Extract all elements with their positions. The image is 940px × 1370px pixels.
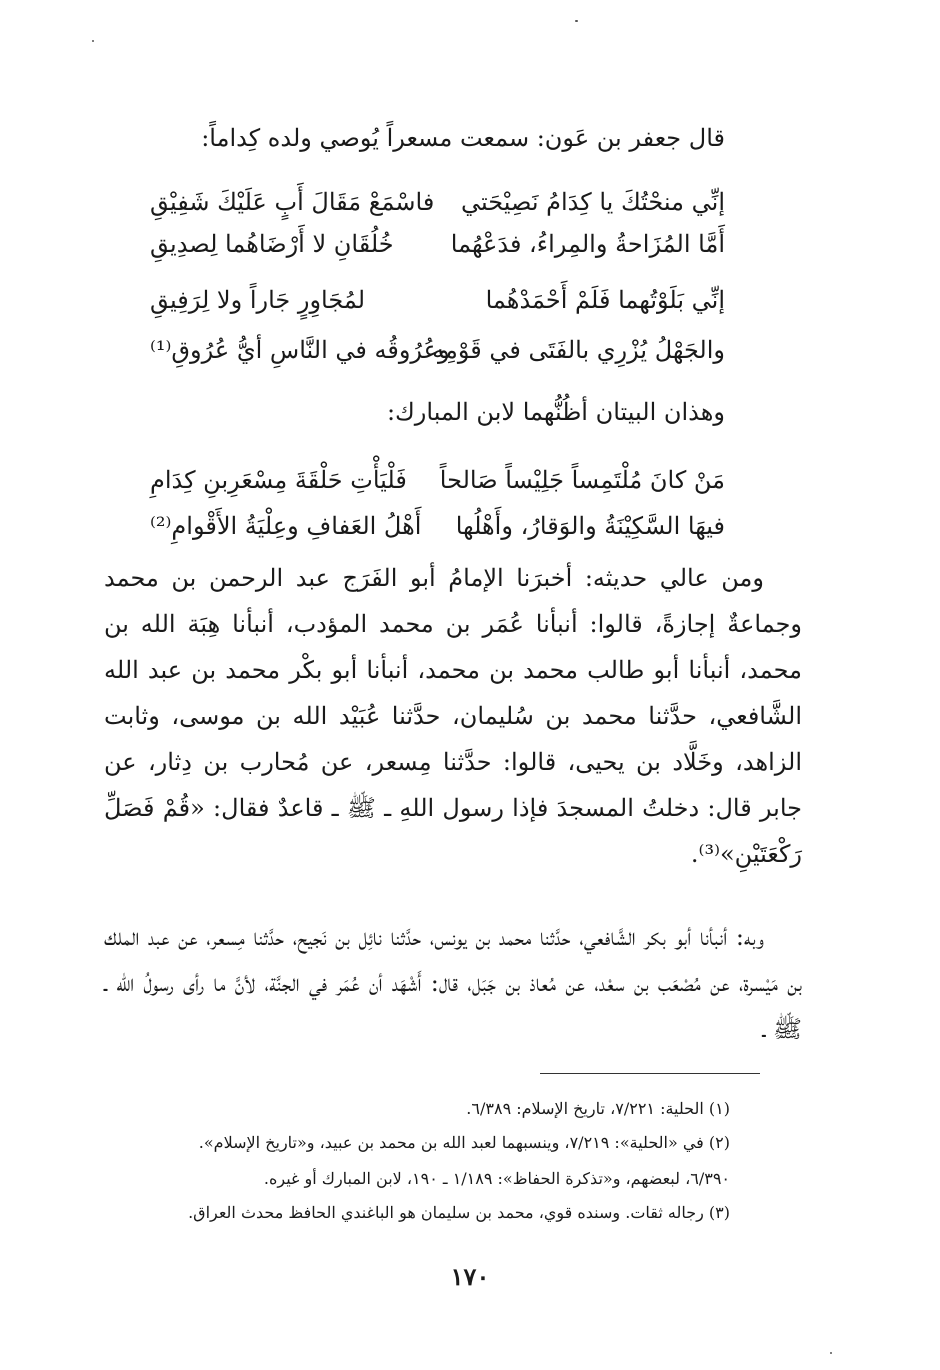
poem1-verse-1-first-hemistich: إنِّي منحْتُكَ يا كِدَامُ نَصِيْحَتي xyxy=(461,188,725,216)
footnote-divider xyxy=(540,1073,760,1074)
poem1-verse-1-second-hemistich: فاسْمَعْ مَقَالَ أَبٍ عَلَيْكَ شَفِيْقِ xyxy=(150,188,435,216)
hadith-paragraph-2 xyxy=(104,914,802,1052)
poem1-verse-4-second-hemistich: وعُرُوقُه في النَّاسِ أيُّ عُرُوقِ⁽¹⁾ xyxy=(150,336,450,364)
footnote-1: (١) الحلية: ٧/٢٢١، تاريخ الإسلام: ٦/٣٨٩. xyxy=(466,1099,730,1118)
poem1-verse-2-second-hemistich: خُلُقَانِ لا أَرْضَاهُما لِصدِيقِ xyxy=(150,230,394,258)
footnote-3: (٣) رجاله ثقات. وسنده قوي، محمد بن سليمان هو الباغندي الحافظ محدث العراق. xyxy=(188,1203,730,1222)
poem2-verse-1-second-hemistich: فَلْيَأْتِ حَلْقَةَ مِسْعَرِبنِ كِدَامِ xyxy=(150,466,407,494)
footnote-2-continued: ٦/٣٩٠، لبعضهم، و«تذكرة الحفاظ»: ١/١٨٩ ـ ١٩٠، لابن المبارك أو غيره. xyxy=(263,1169,730,1188)
hadith-paragraph-2-text: وبه: أنبأنا أبو بكر الشَّافعي، حدَّثنا محمد بن يونس، حدَّثنا نائِل بن نَجيح، حدَّثنا مِسعر، عن عبد الملك بن مَيْسرة، عن مُصْعَب بن سعْد، عن مُعاذ بن جَبَل، قال: أَشْهَد أن عُمَر في الجنَّة، لأنَّ ما رأى رسولُ الله ـ ﷺ ـ xyxy=(104,923,802,1043)
poem1-verse-1 xyxy=(150,182,725,222)
poem1-verse-4 xyxy=(150,330,725,370)
poem2-verse-2-second-hemistich: أَهْلُ العَفافِ وعِلْيَةُ الأَقْوامِ⁽²⁾ xyxy=(150,512,422,540)
poem2-verse-1-first-hemistich: مَنْ كانَ مُلْتَمِساً جَلِيْساً صَالحاً xyxy=(439,466,725,494)
poem1-verse-2 xyxy=(150,224,725,264)
poem1-verse-2-first-hemistich: أَمَّا المُزَاحةُ والمِراءُ، فدَعْهُما xyxy=(450,230,725,258)
scan-speck xyxy=(830,1352,832,1354)
hadith-paragraph-1 xyxy=(104,555,802,877)
intro-line: قال جعفر بن عَون: سمعت مسعراً يُوصي ولده كِداماً: xyxy=(201,124,725,152)
poem2-verse-2 xyxy=(150,506,725,546)
poem2-verse-2-first-hemistich: فيهَا السَّكِيْنَةُ والوَقارُ، وأَهْلُها xyxy=(455,512,725,540)
poem2-verse-1 xyxy=(150,460,725,500)
hadith-paragraph-1-text: ومن عالي حديثه: أخبرَنا الإمامُ أبو الفَرَج عبد الرحمن بن محمد وجماعةٌ إجازةً، قالوا: أنبأنا عُمَر بن محمد المؤدب، أنبأنا هِبَة الله بن محمد، أنبأنا أبو طالب محمد بن محمد، أنبأنا أبو بكْر محمد بن عبد الله الشَّافعي، حدَّثنا محمد بن سُليمان، حدَّثنا عُبَيْد الله بن موسى، وثابت الزاهد، وخَلَّاد بن يحيى، قالوا: حدَّثنا مِسعر، عن مُحارب بن دِثار، عن جابر قال: دخلتُ المسجدَ فإذا رسول اللهِ ـ ﷺ ـ قاعدٌ فقال: «قُمْ فَصَلِّ رَكْعَتَيْنِ»⁽³⁾. xyxy=(104,564,802,868)
page-number: ١٧٠ xyxy=(450,1262,490,1291)
poem1-verse-3-second-hemistich: لمُجَاوِرٍ جَاراً ولا لِرَفِيقِ xyxy=(150,286,366,314)
scan-speck xyxy=(575,20,578,22)
poem1-verse-3-first-hemistich: إنِّي بَلَوْتُهما فَلَمْ أَحْمَدْهُما xyxy=(485,286,725,314)
scan-speck xyxy=(92,40,94,42)
footnote-2: (٢) في «الحلية»: ٧/٢١٩، وينسبهما لعبد الله بن محمد بن عبيد، و«تاريخ الإسلام». xyxy=(198,1133,730,1152)
bridge-line: وهذان البيتان أظُنُّهما لابن المبارك: xyxy=(386,398,725,426)
poem1-verse-4-first-hemistich: والجَهْلُ يُزْرِي بالفَتَى في قَوْمِه xyxy=(432,336,725,364)
poem1-verse-3 xyxy=(150,280,725,320)
